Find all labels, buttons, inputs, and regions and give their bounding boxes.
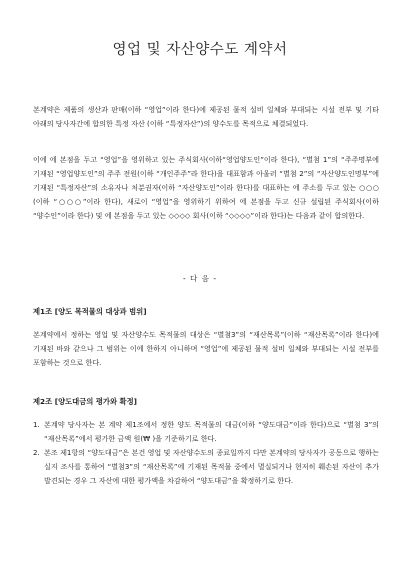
list-item: [33, 446, 379, 488]
list-item: [33, 418, 379, 446]
article-2-items: [33, 418, 379, 488]
parties-paragraph: 이에 에 본점을 두고 “영업”을 영위하고 있는 주식회사(이하“영업양도인”이라 한다), “별첨 1”의 “주주명부에 기재된 “영업양도인”의 주주 전원(이하 “개인주주”라 한다)을 대표함과 아울러 “별첨 2”의 “자산양도인명부”에 기재된 “특정자산”의 소유자나 처분권자(이하 “자산양도인”이라 한다)를 대표하는 에 주소를 두고 있는 ○○○ (이하 “○○○”이라 한다), 새로이 “영업”을 영위하기 위하여 에 본점을 두고 신규 설립된 주식회사(이하 “양수인”이라 한다) 및 에 본점을 두고 있는 ◇◇◇◇ 회사(이하 “◇◇◇◇”이라 한다)는 다음과 같이 합의한다.: [33, 155, 379, 220]
preamble-paragraph: 본계약은 제품의 생산과 판매(이하 “영업”이라 한다)에 제공된 물적 설비 일체와 부대되는 시설 전부 및 기타 아래의 당사자간에 합의한 특정 자산 (이하 “특정자산”)의 양수도를 목적으로 체결되었다.: [33, 105, 379, 128]
item-number: 1.: [33, 420, 40, 429]
document-title: 영업 및 자산양수도 계약서: [112, 42, 288, 58]
item-number: 2.: [33, 448, 40, 457]
article-2-title: [양도대금의 평가와 확정]: [54, 397, 137, 406]
article-1-title: [양도 목적물의 대상과 범위]: [54, 307, 147, 316]
item-text: 본조 제1항의 “양도대금”은 본건 영업 및 자산양수도의 종료일까지 다만 본계약의 당사자가 공동으로 행하는 실지 조사를 통하여 “별첨3”의 “재산목록”에 기재된 목적물 중에서 멸실되거나 현저히 훼손된 자산이 추가 발견되는 경우 그 자산에 대한 평가액을 차감하여 “양도대금”을 확정하기로 한다.: [44, 448, 379, 485]
separator-heading: - 다 음 -: [182, 274, 218, 283]
article-1-body: 본계약에서 정하는 영업 및 자산양수도 목적물의 대상은 “별첨3”의 “재산목록”(이하 “재산목록”이라 한다)에 기재된 바와 같으나 그 범위는 이에 한하지 아니하며 “영업”에 제공된 물적 설비 일체와 부대되는 시설 전부를 포함하는 것으로 한다.: [33, 330, 379, 367]
article-2-number: 제2조: [33, 397, 53, 406]
article-2-heading: [33, 397, 137, 407]
item-text: 본계약 당사자는 본 계약 제1조에서 정한 양도 목적물의 대금(이하 “양도대금”이라 한다)으로 “별첨 3”의 “재산목록”에서 평가한 금액 원(₩ )을 기준하기로 한다.: [44, 420, 379, 443]
article-1-number: 제1조: [33, 307, 53, 316]
article-1-heading: [33, 307, 147, 317]
